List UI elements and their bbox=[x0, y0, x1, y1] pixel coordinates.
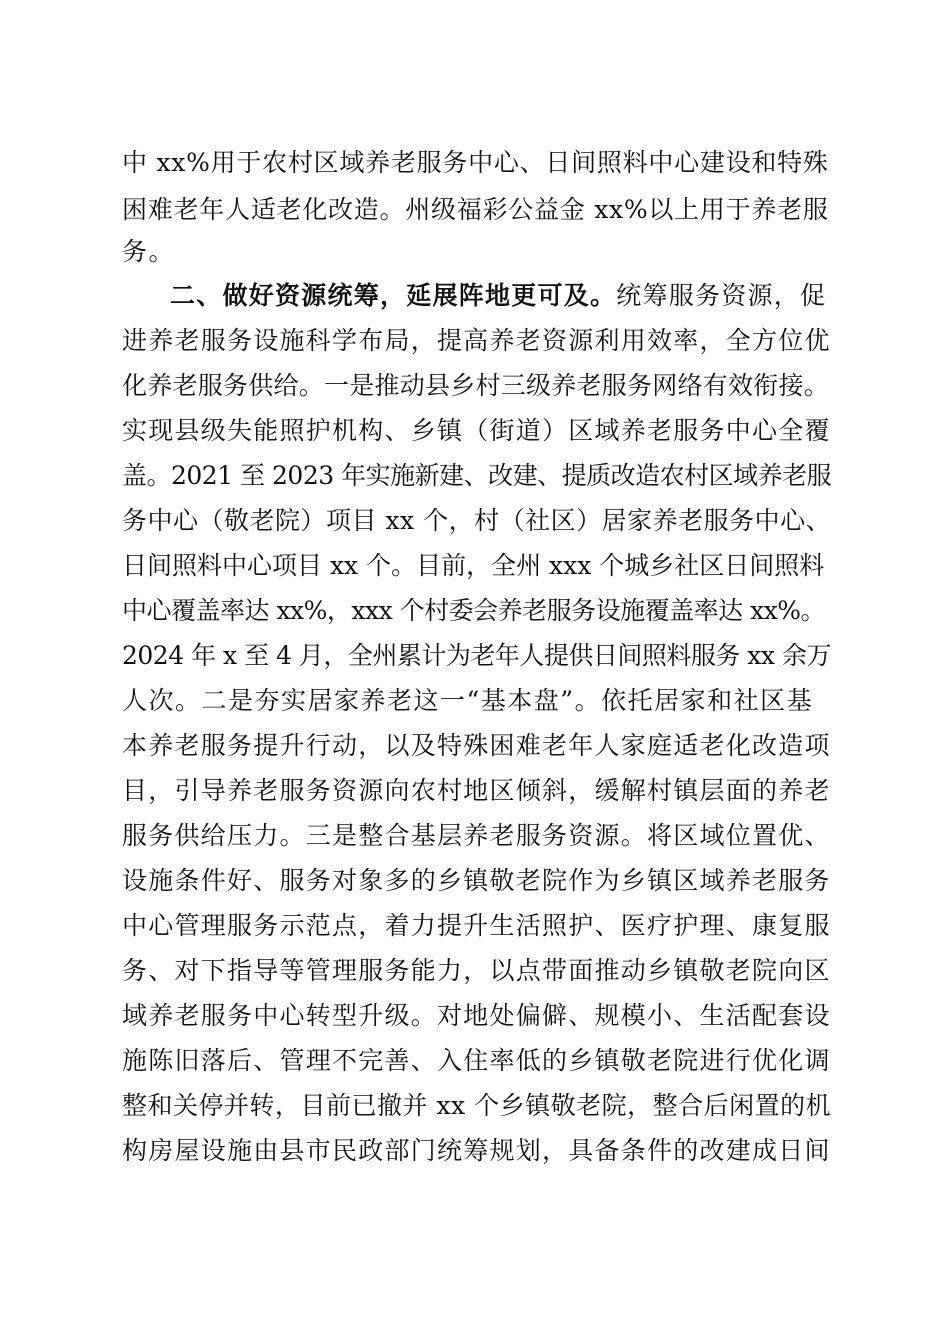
paragraph-line: 设施条件好、服务对象多的乡镇敬老院作为乡镇区域养老服务 bbox=[122, 866, 831, 895]
paragraph-line: 2024 年 x 至 4 月，全州累计为老年人提供日间照料服务 xx 余万 bbox=[122, 641, 831, 670]
paragraph-line: 构房屋设施由县市民政部门统筹规划，具备条件的改建成日间 bbox=[122, 1136, 831, 1165]
section-heading-line bbox=[170, 276, 826, 316]
paragraph-line: 域养老服务中心转型升级。对地处偏僻、规模小、生活配套设 bbox=[122, 1001, 831, 1030]
paragraph-line: 进养老服务设施科学布局，提高养老资源利用效率，全方位优 bbox=[122, 326, 831, 355]
paragraph-line: 盖。2021 至 2023 年实施新建、改建、提质改造农村区域养老服 bbox=[122, 461, 832, 490]
paragraph-line: 化养老服务供给。一是推动县乡村三级养老服务网络有效衔接。 bbox=[122, 371, 830, 400]
paragraph-line: 实现县级失能照护机构、乡镇（街道）区域养老服务中心全覆 bbox=[122, 416, 831, 445]
paragraph-line: 务中心（敬老院）项目 xx 个，村（社区）居家养老服务中心、 bbox=[122, 506, 832, 535]
paragraph-line: 人次。二是夯实居家养老这一“基本盘”。依托居家和社区基 bbox=[122, 686, 814, 715]
paragraph-line: 困难老年人适老化改造。州级福彩公益金 xx%以上用于养老服 bbox=[122, 195, 829, 224]
paragraph-line: 务。 bbox=[122, 237, 176, 266]
paragraph-line: 施陈旧落后、管理不完善、入住率低的乡镇敬老院进行优化调 bbox=[122, 1046, 831, 1075]
paragraph-line: 中心管理服务示范点，着力提升生活照护、医疗护理、康复服 bbox=[122, 911, 831, 940]
paragraph-line: 目，引导养老服务资源向农村地区倾斜，缓解村镇层面的养老 bbox=[122, 776, 831, 805]
paragraph-line: 中 xx%用于农村区域养老服务中心、日间照料中心建设和特殊 bbox=[122, 148, 829, 177]
paragraph-line: 整和关停并转，目前已撤并 xx 个乡镇敬老院，整合后闲置的机 bbox=[122, 1091, 832, 1120]
paragraph-line: 务、对下指导等管理服务能力，以点带面推动乡镇敬老院向区 bbox=[122, 956, 831, 985]
paragraph-line: 本养老服务提升行动，以及特殊困难老年人家庭适老化改造项 bbox=[122, 731, 831, 760]
section-heading-tail: 统筹服务资源，促 bbox=[616, 281, 827, 310]
paragraph-line: 服务供给压力。三是整合基层养老服务资源。将区域位置优、 bbox=[122, 821, 831, 850]
section-heading: 二、做好资源统筹，延展阵地更可及。 bbox=[170, 281, 617, 310]
paragraph-line: 日间照料中心项目 xx 个。目前，全州 xxx 个城乡社区日间照料 bbox=[122, 551, 825, 580]
paragraph-line: 中心覆盖率达 xx%，xxx 个村委会养老服务设施覆盖率达 xx%。 bbox=[122, 596, 826, 625]
